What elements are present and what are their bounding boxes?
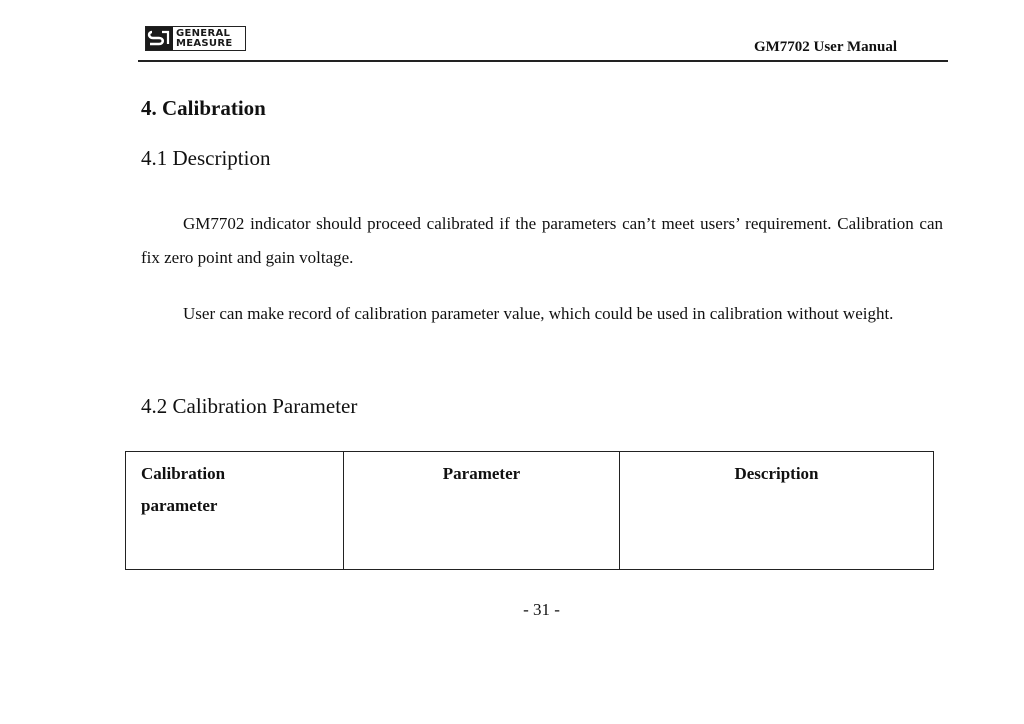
logo-text: [173, 27, 245, 50]
header-cell-description: Description: [620, 452, 934, 570]
header-cell-line-1: Calibration: [141, 464, 226, 483]
logo-line-general: GENERAL: [176, 27, 231, 39]
page-number: - 31 -: [523, 600, 560, 619]
section-heading: 4. Calibration: [141, 96, 266, 120]
header-divider: [138, 60, 948, 62]
header-cell-calibration-parameter: [126, 452, 344, 570]
header-cell-parameter: Parameter: [344, 452, 620, 570]
logo-line-measure: MEASURE: [176, 37, 233, 49]
manual-title: GM7702 User Manual: [753, 39, 897, 55]
header-cell-line-2: parameter: [141, 496, 218, 515]
description-paragraph-2: User can make record of calibration parameter value, which could be used in calibration without weight.: [183, 304, 894, 323]
company-logo: [145, 26, 246, 51]
calibration-parameter-table: [125, 451, 934, 570]
table-header-row: [126, 452, 934, 570]
description-paragraph-1: GM7702 indicator should proceed calibrated if the parameters can’t meet users’ requirement. Calibration can fix zero point and gain voltage.: [141, 214, 943, 267]
description-heading: 4.1 Description: [141, 146, 271, 170]
parameter-heading: 4.2 Calibration Parameter: [141, 394, 358, 418]
logo-mark-icon: [146, 27, 173, 50]
